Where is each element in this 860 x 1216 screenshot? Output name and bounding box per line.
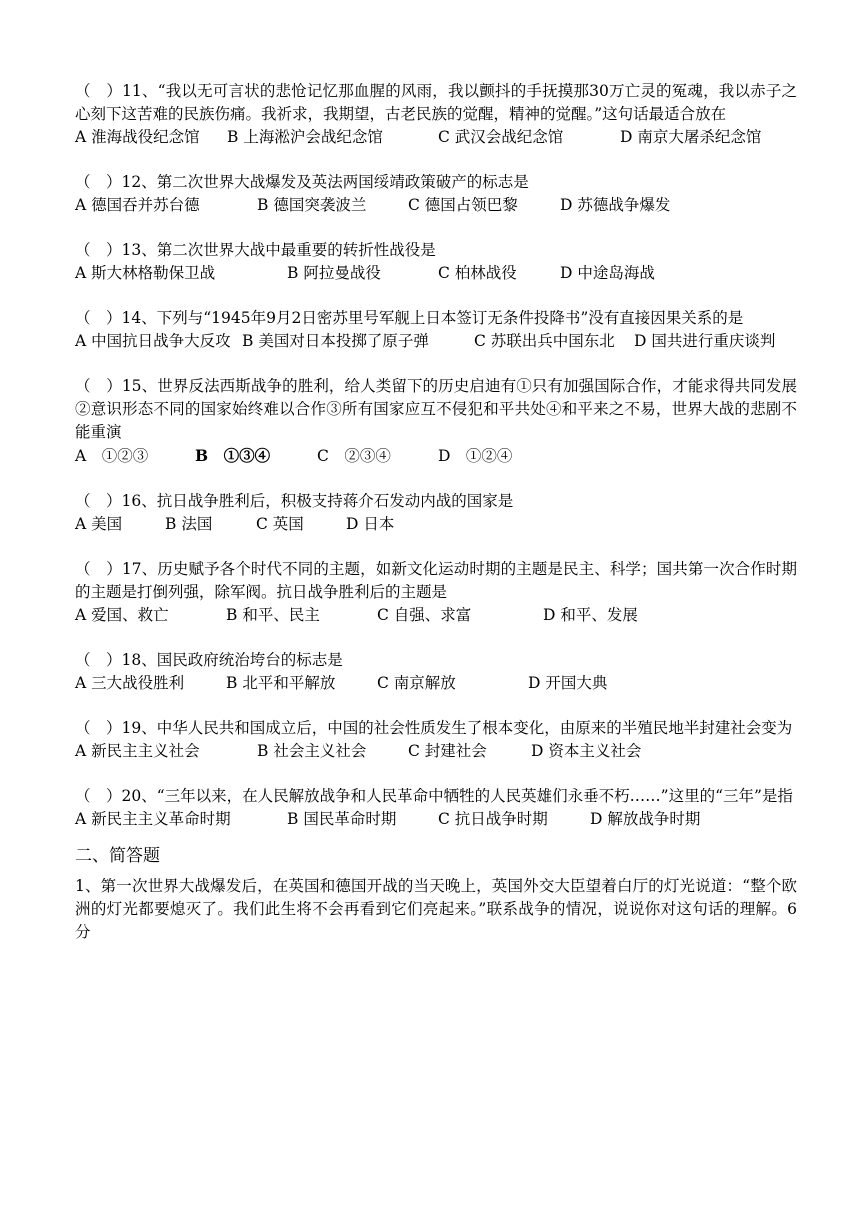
question-12 [75, 171, 797, 217]
option-b: B 上海淞沪会战纪念馆 [227, 128, 383, 146]
question-14 [75, 307, 797, 353]
option-d: D ①②④ [438, 447, 513, 465]
option-b: B 北平和平解放 [226, 674, 336, 692]
question-stem: （ ）20、“三年以来，在人民解放战争和人民革命中牺牲的人民英雄们永垂不朽……”这里的“三年”是指 [75, 787, 793, 805]
option-a: A 爱国、救亡 [75, 606, 169, 624]
option-a: A 新民主主义社会 [75, 742, 200, 760]
option-a: A ①②③ [75, 447, 149, 465]
option-d: D 资本主义社会 [531, 742, 642, 760]
option-a: A 美国 [75, 515, 123, 533]
short-answer-question-1: 1、第一次世界大战爆发后，在英国和德国开战的当天晚上，英国外交大臣望着白厅的灯光说道：“整个欧洲的灯光都要熄灭了。我们此生将不会再看到它们亮起来。”联系战争的情况，说说你对这句话的理解。6分 [75, 877, 797, 941]
question-stem: （ ）14、下列与“1945年9月2日密苏里号军舰上日本签订无条件投降书”没有直接因果关系的是 [75, 309, 744, 327]
question-stem: （ ）15、世界反法西斯战争的胜利，给人类留下的历史启迪有①只有加强国际合作，才能求得共同发展②意识形态不同的国家始终难以合作③所有国家应互不侵犯和平共处④和平来之不易，世界大战的悲剧不能重演 [75, 377, 797, 441]
section-title: 二、简答题 [75, 846, 160, 866]
question-19 [75, 717, 797, 763]
option-d: D 和平、发展 [543, 606, 638, 624]
question-18 [75, 649, 797, 695]
option-a: A 斯大林格勒保卫战 [75, 264, 216, 282]
question-13 [75, 239, 797, 285]
question-stem: （ ）13、第二次世界大战中最重要的转折性战役是 [75, 241, 436, 259]
option-d: D 国共进行重庆谈判 [634, 332, 776, 350]
option-c: C 柏林战役 [438, 264, 517, 282]
question-16 [75, 490, 797, 536]
question-stem: （ ）19、中华人民共和国成立后，中国的社会性质发生了根本变化，由原来的半殖民地半封建社会变为 [75, 719, 793, 737]
options-row [75, 740, 797, 763]
option-b: B 法国 [165, 515, 213, 533]
option-d: D 苏德战争爆发 [560, 196, 671, 214]
option-d: D 南京大屠杀纪念馆 [620, 128, 762, 146]
option-c: C 苏联出兵中国东北 [474, 332, 615, 350]
question-stem: （ ）16、抗日战争胜利后，积极支持蒋介石发动内战的国家是 [75, 492, 514, 510]
option-b: B 阿拉曼战役 [287, 264, 381, 282]
option-c: C 南京解放 [377, 674, 456, 692]
options-row [75, 194, 797, 217]
options-row [75, 513, 797, 536]
question-11 [75, 80, 797, 149]
option-c: C ②③④ [317, 447, 391, 465]
exam-page [75, 80, 797, 944]
option-b: B 德国突袭波兰 [257, 196, 367, 214]
options-row [75, 672, 797, 695]
option-c: C 抗日战争时期 [438, 810, 548, 828]
question-15 [75, 375, 797, 468]
options-row [75, 126, 797, 149]
option-d: D 日本 [346, 515, 395, 533]
question-20 [75, 785, 797, 831]
option-a: A 德国吞并苏台德 [75, 196, 200, 214]
option-d: D 中途岛海战 [560, 264, 655, 282]
option-b: B 美国对日本投掷了原子弹 [242, 332, 429, 350]
question-stem: （ ）12、第二次世界大战爆发及英法两国绥靖政策破产的标志是 [75, 173, 529, 191]
question-stem: （ ）18、国民政府统治垮台的标志是 [75, 651, 343, 669]
options-row [75, 604, 797, 627]
option-b: B ①③④ [195, 446, 271, 465]
question-stem: （ ）11、“我以无可言状的悲怆记忆那血腥的风雨，我以颤抖的手抚摸那30万亡灵的冤魂，我以赤子之心刻下这苦难的民族伤痛。我祈求，我期望，古老民族的觉醒，精神的觉醒。”这句话最适合放在 [75, 82, 797, 123]
option-a: A 三大战役胜利 [75, 674, 185, 692]
options-row [75, 330, 797, 353]
question-stem: （ ）17、历史赋予各个时代不同的主题，如新文化运动时期的主题是民主、科学；国共第一次合作时期的主题是打倒列强，除军阀。抗日战争胜利后的主题是 [75, 560, 797, 601]
option-b: B 社会主义社会 [257, 742, 367, 760]
option-c: C 封建社会 [408, 742, 487, 760]
option-d: D 开国大典 [528, 674, 608, 692]
option-c: C 自强、求富 [377, 606, 472, 624]
option-a: A 淮海战役纪念馆 [75, 128, 200, 146]
option-c: C 德国占领巴黎 [408, 196, 518, 214]
option-a: A 中国抗日战争大反攻 [75, 332, 231, 350]
option-c: C 武汉会战纪念馆 [438, 128, 564, 146]
option-b: B 国民革命时期 [287, 810, 397, 828]
option-d: D 解放战争时期 [590, 810, 701, 828]
question-17 [75, 558, 797, 627]
option-a: A 新民主主义革命时期 [75, 810, 231, 828]
options-row [75, 262, 797, 285]
option-c: C 英国 [256, 515, 304, 533]
options-row [75, 808, 797, 831]
option-b: B 和平、民主 [226, 606, 320, 624]
options-row [75, 444, 797, 468]
